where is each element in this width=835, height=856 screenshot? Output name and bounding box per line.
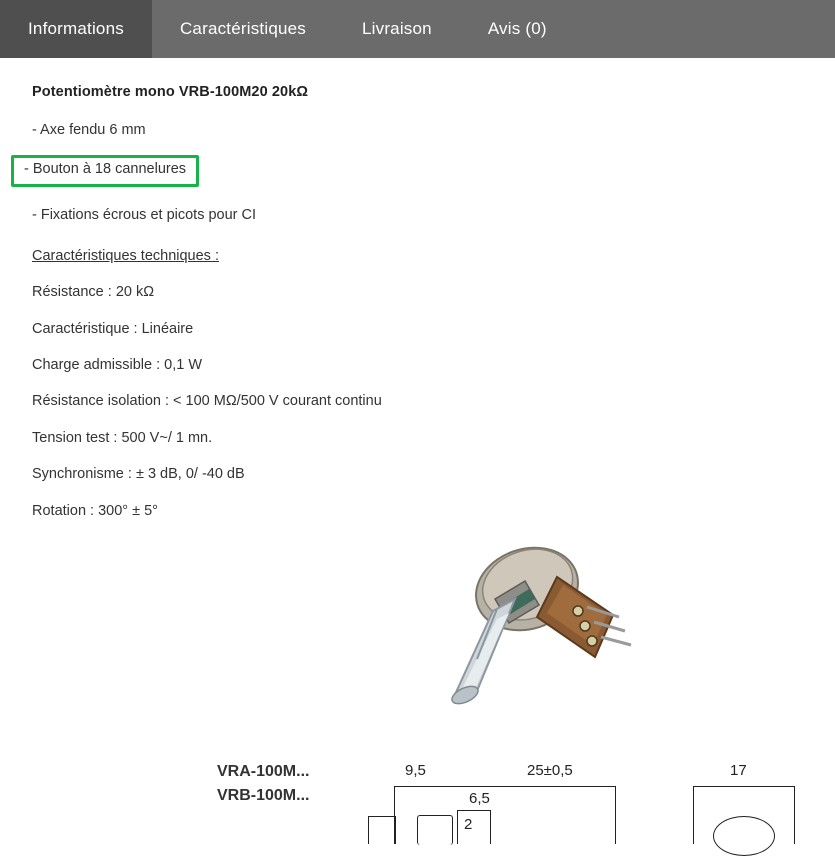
technical-drawing bbox=[32, 758, 803, 838]
spec-caracteristique: Caractéristique : Linéaire bbox=[32, 320, 194, 337]
drawing-front-circle bbox=[713, 816, 775, 856]
dimension-inner-bottom: 2 bbox=[464, 815, 473, 833]
tab-avis[interactable] bbox=[460, 0, 575, 58]
tab-caracteristiques-label: Caractéristiques bbox=[179, 19, 306, 38]
spec-isolation: Résistance isolation : < 100 MΩ/500 V courant continu bbox=[32, 393, 382, 410]
spec-tension: Tension test : 500 V~/ 1 mn. bbox=[32, 429, 213, 446]
spec-rotation: Rotation : 300° ± 5° bbox=[32, 502, 158, 519]
tab-panel-informations bbox=[0, 58, 835, 838]
dimension-middle: 25±0,5 bbox=[527, 761, 573, 779]
dimension-left: 9,5 bbox=[405, 761, 426, 779]
drawing-reference-vra: VRA-100M... bbox=[217, 762, 310, 780]
product-title: Potentiomètre mono VRB-100M20 20kΩ bbox=[32, 84, 309, 100]
tab-caracteristiques[interactable] bbox=[152, 0, 334, 58]
dimension-right: 17 bbox=[730, 761, 747, 779]
tab-informations-label: Informations bbox=[28, 19, 124, 38]
specs-heading: Caractéristiques techniques : bbox=[32, 248, 219, 265]
highlight-wrapper bbox=[24, 155, 803, 196]
feature-line-fixations: - Fixations écrous et picots pour CI bbox=[32, 206, 257, 223]
spec-charge: Charge admissible : 0,1 W bbox=[32, 356, 203, 373]
dimension-inner-top: 6,5 bbox=[469, 789, 490, 807]
drawing-shaft-outline bbox=[368, 816, 396, 844]
drawing-knob-outline bbox=[417, 815, 453, 845]
drawing-bushing-outline bbox=[457, 810, 491, 844]
product-photo-area bbox=[32, 539, 803, 754]
drawing-reference-vrb: VRB-100M... bbox=[217, 786, 310, 804]
drawing-reference-labels bbox=[217, 760, 309, 808]
tab-livraison-label: Livraison bbox=[361, 19, 432, 38]
tab-bar bbox=[0, 0, 835, 58]
potentiometer-photo bbox=[417, 539, 667, 739]
feature-line-bouton-highlighted[interactable]: - Bouton à 18 cannelures bbox=[11, 155, 199, 186]
tab-avis-label: Avis (0) bbox=[487, 19, 547, 38]
feature-line-axe: - Axe fendu 6 mm bbox=[32, 122, 146, 138]
tab-livraison[interactable] bbox=[334, 0, 460, 58]
spec-resistance: Résistance : 20 kΩ bbox=[32, 284, 155, 301]
spec-synchronisme: Synchronisme : ± 3 dB, 0/ -40 dB bbox=[32, 466, 245, 483]
tab-informations[interactable] bbox=[0, 0, 152, 58]
